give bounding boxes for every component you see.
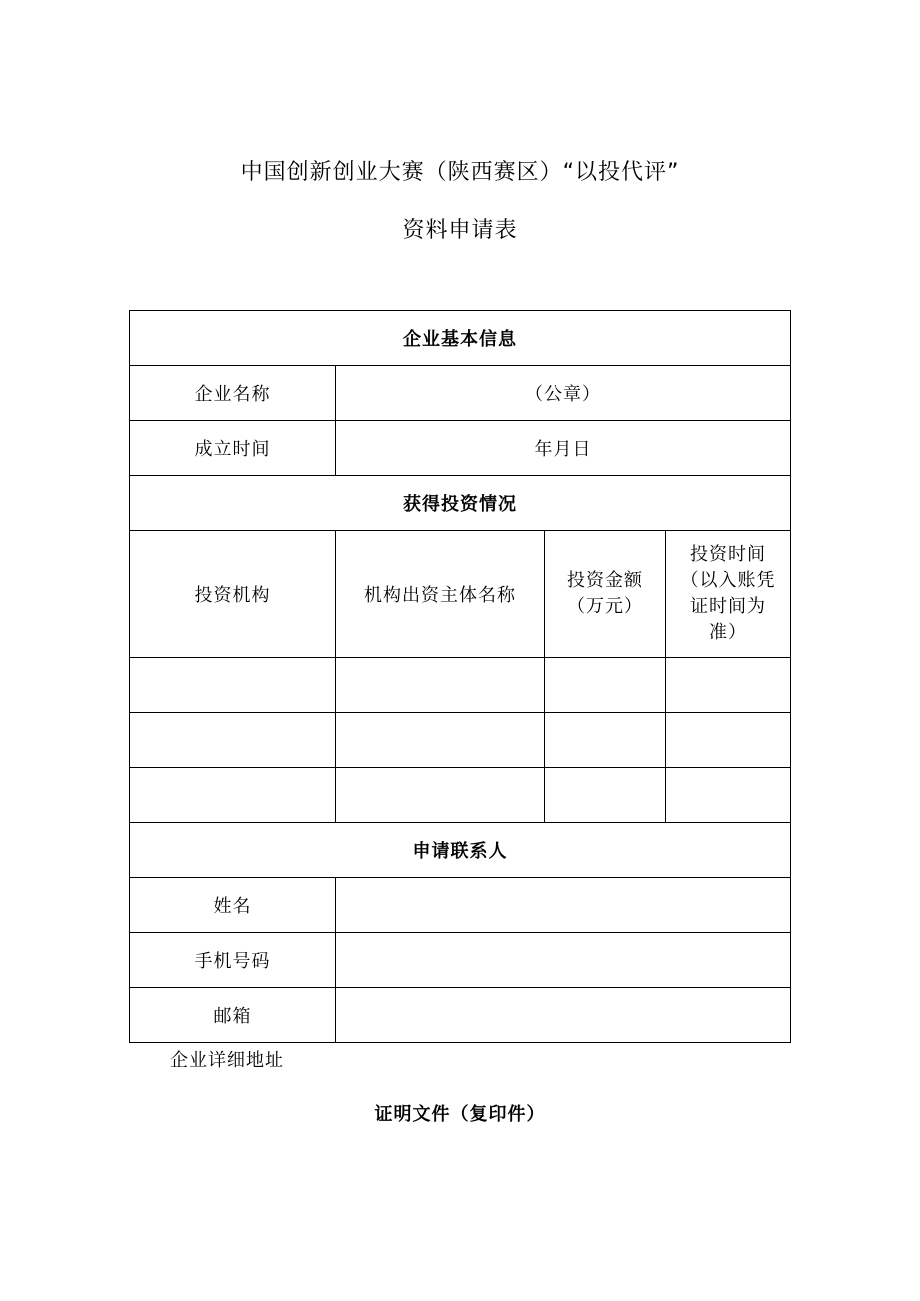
inv-cell-amount[interactable] [545,768,666,823]
inv-cell-entity-name[interactable] [336,658,545,713]
inv-header-time-text: 投资时间 （以入账凭 证时间为 准） [680,544,776,643]
contact-phone-field[interactable] [336,933,791,988]
contact-email-field[interactable] [336,988,791,1043]
inv-cell-institution[interactable] [130,768,336,823]
inv-cell-amount[interactable] [545,713,666,768]
investment-row [130,713,791,768]
contact-name-field[interactable] [336,878,791,933]
inv-cell-amount[interactable] [545,658,666,713]
section-basic-info: 企业基本信息 [130,311,791,366]
inv-header-entity-name: 机构出资主体名称 [336,531,545,658]
inv-header-amount-text: 投资金额 （万元） [567,570,643,617]
inv-cell-time[interactable] [666,768,791,823]
company-name-field[interactable] [336,366,791,421]
investment-row [130,658,791,713]
section-investment: 获得投资情况 [130,476,791,531]
founded-date-field[interactable]: 年月日 [336,421,791,476]
contact-email-label: 邮箱 [130,988,336,1043]
form-title-line2: 资料申请表 [402,218,518,243]
application-form-table [129,310,791,1043]
form-title-line1: 中国创新创业大赛（陕西赛区）“以投代评” [240,160,680,185]
contact-name-label: 姓名 [130,878,336,933]
inv-header-amount [545,531,666,658]
proof-docs-heading: 证明文件（复印件） [374,1104,546,1125]
inv-cell-time[interactable] [666,713,791,768]
inv-header-time [666,531,791,658]
inv-cell-institution[interactable] [130,658,336,713]
contact-phone-label: 手机号码 [130,933,336,988]
founded-label: 成立时间 [130,421,336,476]
inv-header-institution: 投资机构 [130,531,336,658]
investment-row [130,768,791,823]
inv-cell-entity-name[interactable] [336,713,545,768]
section-contact: 申请联系人 [130,823,791,878]
address-label: 企业详细地址 [170,1050,284,1071]
company-seal-note: （公章） [525,384,601,405]
inv-cell-time[interactable] [666,658,791,713]
inv-cell-entity-name[interactable] [336,768,545,823]
company-name-label: 企业名称 [130,366,336,421]
inv-cell-institution[interactable] [130,713,336,768]
